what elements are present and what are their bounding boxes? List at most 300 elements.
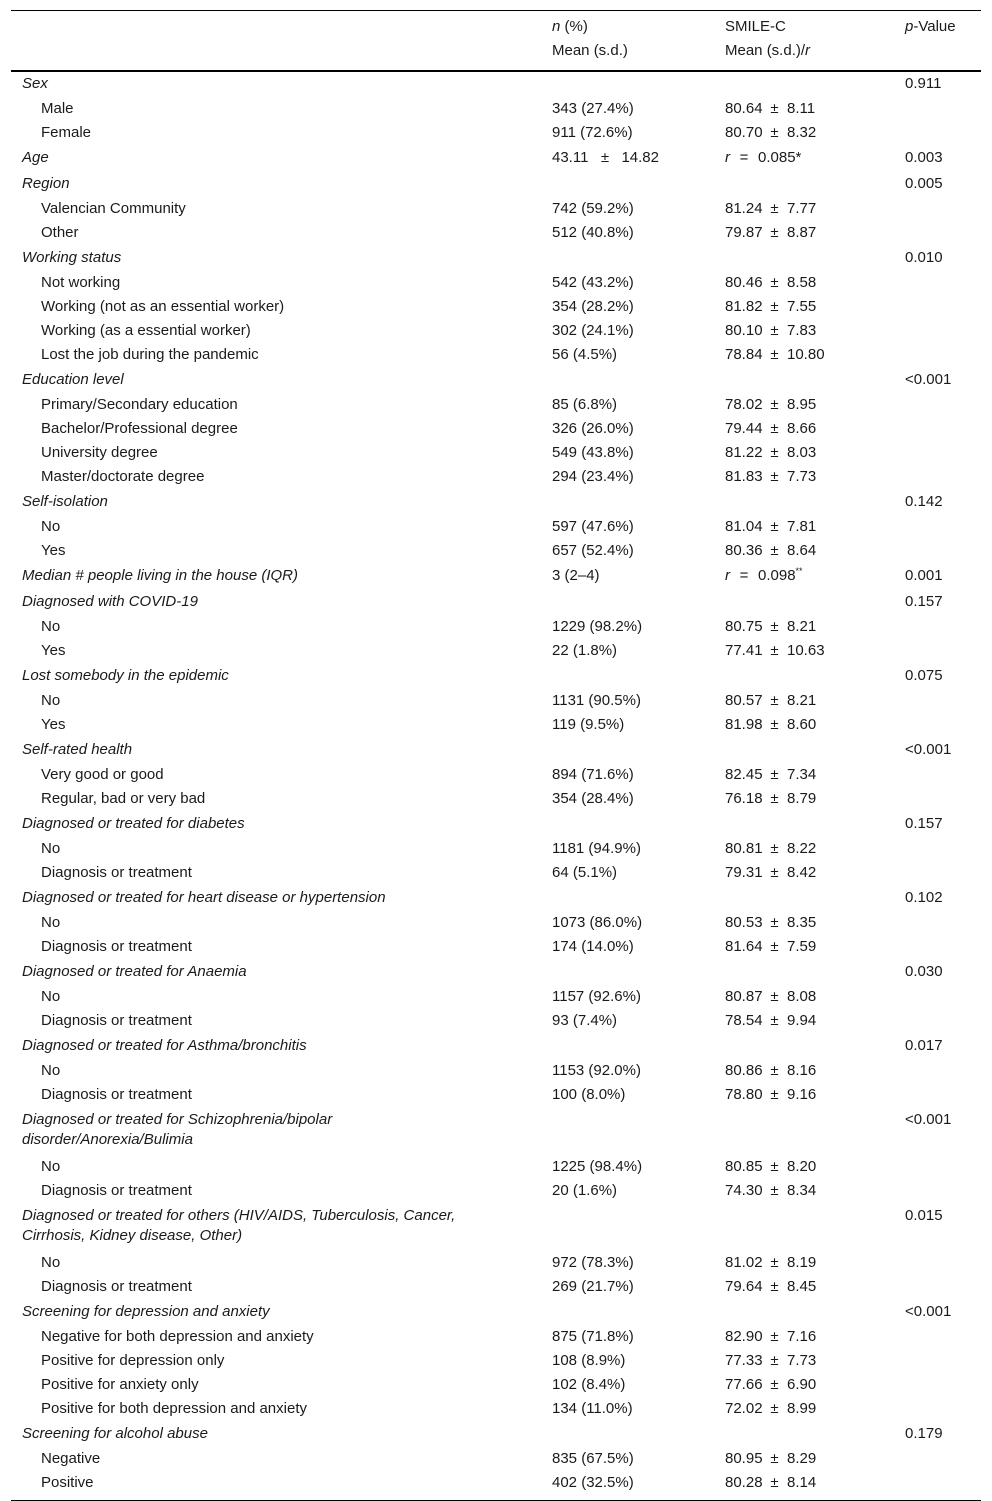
row-sd: 8.29 — [787, 1450, 817, 1467]
row-mean: 81.22 — [725, 444, 763, 461]
row-label: No — [41, 914, 61, 931]
row-label: Negative — [41, 1450, 101, 1467]
row-p-empty — [888, 838, 981, 862]
row-p-empty — [888, 344, 981, 368]
group-smile-empty — [714, 590, 888, 616]
row-label: University degree — [41, 444, 158, 461]
row-label: No — [41, 518, 61, 535]
row-mean: 80.53 — [725, 914, 763, 931]
group-r-equals: = — [739, 567, 749, 584]
table-body — [11, 71, 981, 1501]
group-smile-empty — [714, 960, 888, 986]
group-row — [11, 368, 981, 394]
table-row — [11, 418, 981, 442]
group-smile-empty — [714, 71, 888, 98]
group-smile-empty — [714, 738, 888, 764]
row-plusminus: ± — [770, 346, 779, 363]
group-n-empty — [541, 71, 714, 98]
group-n — [541, 146, 714, 172]
row-mean: 78.54 — [725, 1012, 763, 1029]
row-label: No — [41, 692, 61, 709]
group-p-value: 0.010 — [905, 249, 943, 266]
group-p-value: <0.001 — [905, 1303, 952, 1320]
group-p-value: <0.001 — [905, 741, 952, 758]
group-label: Diagnosed or treated for Anaemia — [22, 963, 247, 980]
group-label — [11, 1204, 541, 1252]
row-p-empty — [888, 1326, 981, 1350]
group-smile-empty — [714, 1204, 888, 1252]
row-sd: 9.16 — [787, 1086, 817, 1103]
row-sd: 7.59 — [787, 938, 817, 955]
row-smile-c — [714, 442, 888, 466]
table-row — [11, 640, 981, 664]
row-sd: 6.90 — [787, 1376, 817, 1393]
row-label: Positive for depression only — [41, 1352, 225, 1369]
table-row — [11, 912, 981, 936]
row-label: Very good or good — [41, 766, 164, 783]
group-label: Self-rated health — [22, 741, 133, 758]
row-sd: 10.63 — [787, 642, 825, 659]
row-mean: 80.46 — [725, 274, 763, 291]
row-label: Diagnosis or treatment — [41, 1182, 192, 1199]
header-n-rest: (%) — [560, 18, 588, 35]
group-row — [11, 590, 981, 616]
group-r — [714, 146, 888, 172]
group-n-empty — [541, 960, 714, 986]
row-mean: 78.84 — [725, 346, 763, 363]
row-sd: 8.35 — [787, 914, 817, 931]
row-plusminus: ± — [770, 864, 779, 881]
row-p-empty — [888, 640, 981, 664]
header-row-1 — [11, 11, 981, 42]
row-mean: 80.28 — [725, 1474, 763, 1491]
row-smile-c — [714, 272, 888, 296]
row-label: Female — [41, 124, 92, 141]
group-smile-empty — [714, 1108, 888, 1156]
group-p-value: 0.003 — [905, 149, 943, 166]
row-plusminus: ± — [770, 322, 779, 339]
group-label: Diagnosed or treated for Asthma/bronchitis — [22, 1037, 307, 1054]
row-plusminus: ± — [770, 692, 779, 709]
row-label: Diagnosis or treatment — [41, 1278, 192, 1295]
group-smile-empty — [714, 1300, 888, 1326]
row-label: Working (as a essential worker) — [41, 322, 251, 339]
table-row — [11, 862, 981, 886]
header-n-percent — [541, 11, 714, 42]
row-n: 542 (43.2%) — [552, 274, 634, 291]
row-smile-c — [714, 198, 888, 222]
row-mean: 80.81 — [725, 840, 763, 857]
row-smile-c — [714, 466, 888, 490]
row-mean: 82.90 — [725, 1328, 763, 1345]
row-label: No — [41, 988, 61, 1005]
header-mean-sd-r — [714, 41, 888, 71]
row-smile-c — [714, 516, 888, 540]
table-row — [11, 466, 981, 490]
table-row — [11, 1156, 981, 1180]
row-n: 835 (67.5%) — [552, 1450, 634, 1467]
group-n-empty — [541, 1034, 714, 1060]
row-n: 269 (21.7%) — [552, 1278, 634, 1295]
row-plusminus: ± — [770, 840, 779, 857]
row-plusminus: ± — [770, 518, 779, 535]
row-label: Valencian Community — [41, 200, 186, 217]
row-sd: 10.80 — [787, 346, 825, 363]
row-smile-c — [714, 122, 888, 146]
group-r-equals: = — [739, 149, 749, 166]
row-plusminus: ± — [770, 1474, 779, 1491]
group-label: Self-isolation — [22, 493, 108, 510]
table-row — [11, 616, 981, 640]
row-n: 100 (8.0%) — [552, 1086, 626, 1103]
row-p-empty — [888, 198, 981, 222]
row-mean: 79.44 — [725, 420, 763, 437]
row-mean: 80.85 — [725, 1158, 763, 1175]
row-plusminus: ± — [770, 938, 779, 955]
row-n: 22 (1.8%) — [552, 642, 618, 659]
group-n-empty — [541, 246, 714, 272]
table-row — [11, 198, 981, 222]
row-smile-c — [714, 1180, 888, 1204]
header-p-rest: -Value — [913, 18, 956, 35]
row-mean: 81.64 — [725, 938, 763, 955]
row-smile-c — [714, 912, 888, 936]
table-row — [11, 764, 981, 788]
row-smile-c — [714, 1084, 888, 1108]
header-empty-2 — [11, 41, 541, 71]
group-p-value: 0.030 — [905, 963, 943, 980]
group-row — [11, 738, 981, 764]
row-p-empty — [888, 320, 981, 344]
group-r-label: r — [725, 149, 730, 166]
row-label: Regular, bad or very bad — [41, 790, 206, 807]
row-label: Male — [41, 100, 74, 117]
row-plusminus: ± — [770, 100, 779, 117]
row-label: Yes — [41, 716, 66, 733]
group-smile-empty — [714, 886, 888, 912]
row-smile-c — [714, 1398, 888, 1422]
row-sd: 7.55 — [787, 298, 817, 315]
row-sd: 8.03 — [787, 444, 817, 461]
row-smile-c — [714, 222, 888, 246]
row-n: 894 (71.6%) — [552, 766, 634, 783]
group-label: Screening for alcohol abuse — [22, 1425, 208, 1442]
row-n: 512 (40.8%) — [552, 224, 634, 241]
table-row — [11, 272, 981, 296]
group-n-empty — [541, 1108, 714, 1156]
group-n-empty — [541, 490, 714, 516]
row-p-empty — [888, 122, 981, 146]
row-n: 911 (72.6%) — [552, 124, 633, 141]
row-n: 1073 (86.0%) — [552, 914, 643, 931]
table-row — [11, 1060, 981, 1084]
row-mean: 79.31 — [725, 864, 763, 881]
row-n: 64 (5.1%) — [552, 864, 618, 881]
row-p-empty — [888, 1448, 981, 1472]
row-n: 875 (71.8%) — [552, 1328, 634, 1345]
row-sd: 8.21 — [787, 618, 817, 635]
row-label: Not working — [41, 274, 121, 291]
row-mean: 77.66 — [725, 1376, 763, 1393]
row-n: 20 (1.6%) — [552, 1182, 618, 1199]
row-mean: 80.64 — [725, 100, 763, 117]
row-smile-c — [714, 714, 888, 738]
row-sd: 8.34 — [787, 1182, 817, 1199]
table-row — [11, 540, 981, 564]
table-row — [11, 936, 981, 960]
group-r-label: r — [725, 567, 730, 584]
row-label: No — [41, 1062, 61, 1079]
row-mean: 74.30 — [725, 1182, 763, 1199]
group-label: Education level — [22, 371, 124, 388]
group-row — [11, 1422, 981, 1448]
row-plusminus: ± — [770, 642, 779, 659]
row-n: 972 (78.3%) — [552, 1254, 634, 1271]
group-row — [11, 564, 981, 590]
row-smile-c — [714, 1010, 888, 1034]
row-sd: 7.81 — [787, 518, 817, 535]
header-p-value — [888, 11, 981, 42]
row-mean: 77.41 — [725, 642, 763, 659]
row-plusminus: ± — [770, 420, 779, 437]
row-n: 326 (26.0%) — [552, 420, 634, 437]
table-row — [11, 1472, 981, 1501]
row-n: 343 (27.4%) — [552, 100, 634, 117]
group-label — [11, 1108, 541, 1156]
row-mean: 81.02 — [725, 1254, 763, 1271]
row-plusminus: ± — [770, 1376, 779, 1393]
row-label: Yes — [41, 542, 66, 559]
row-n: 302 (24.1%) — [552, 322, 634, 339]
row-mean: 82.45 — [725, 766, 763, 783]
row-n: 102 (8.4%) — [552, 1376, 626, 1393]
row-sd: 8.08 — [787, 988, 817, 1005]
row-p-empty — [888, 394, 981, 418]
row-plusminus: ± — [770, 766, 779, 783]
group-label-line1: Diagnosed or treated for others (HIV/AIDS, Tuberculosis, Cancer, — [22, 1207, 456, 1224]
group-r-value: 0.098 — [758, 567, 796, 584]
row-mean: 80.57 — [725, 692, 763, 709]
row-p-empty — [888, 936, 981, 960]
row-n: 294 (23.4%) — [552, 468, 634, 485]
row-sd: 8.95 — [787, 396, 817, 413]
row-mean: 80.10 — [725, 322, 763, 339]
row-sd: 8.64 — [787, 542, 817, 559]
group-label: Working status — [22, 249, 122, 266]
row-mean: 76.18 — [725, 790, 763, 807]
row-n: 354 (28.2%) — [552, 298, 634, 315]
row-p-empty — [888, 1060, 981, 1084]
row-p-empty — [888, 272, 981, 296]
table-row — [11, 690, 981, 714]
group-label-line2: disorder/Anorexia/Bulimia — [22, 1131, 193, 1148]
row-label: Primary/Secondary education — [41, 396, 238, 413]
row-label: Positive for both depression and anxiety — [41, 1400, 307, 1417]
row-n: 85 (6.8%) — [552, 396, 618, 413]
row-n: 56 (4.5%) — [552, 346, 618, 363]
row-smile-c — [714, 764, 888, 788]
group-p-value: <0.001 — [905, 371, 952, 388]
row-label: Yes — [41, 642, 66, 659]
row-p-empty — [888, 1084, 981, 1108]
row-sd: 8.45 — [787, 1278, 817, 1295]
table-row — [11, 1276, 981, 1300]
row-sd: 8.42 — [787, 864, 817, 881]
row-p-empty — [888, 1010, 981, 1034]
row-sd: 7.83 — [787, 322, 817, 339]
row-p-empty — [888, 1350, 981, 1374]
row-plusminus: ± — [770, 988, 779, 1005]
row-n: 134 (11.0%) — [552, 1400, 633, 1417]
row-smile-c — [714, 320, 888, 344]
row-sd: 7.34 — [787, 766, 817, 783]
table-row — [11, 1350, 981, 1374]
row-label: Positive for anxiety only — [41, 1376, 199, 1393]
group-label: Diagnosed with COVID-19 — [22, 593, 198, 610]
row-sd: 7.16 — [787, 1328, 817, 1345]
group-label: Screening for depression and anxiety — [22, 1303, 270, 1320]
row-p-empty — [888, 540, 981, 564]
group-smile-empty — [714, 368, 888, 394]
table-row — [11, 320, 981, 344]
row-p-empty — [888, 912, 981, 936]
row-mean: 80.75 — [725, 618, 763, 635]
table-row — [11, 1448, 981, 1472]
row-plusminus: ± — [770, 1400, 779, 1417]
table-row — [11, 1398, 981, 1422]
row-plusminus: ± — [770, 1012, 779, 1029]
group-n-empty — [541, 368, 714, 394]
row-p-empty — [888, 1374, 981, 1398]
group-p-value: 0.142 — [905, 493, 943, 510]
table-row — [11, 714, 981, 738]
group-p-value: 0.179 — [905, 1425, 943, 1442]
row-sd: 8.79 — [787, 790, 817, 807]
row-sd: 8.19 — [787, 1254, 817, 1271]
row-p-empty — [888, 764, 981, 788]
group-row — [11, 246, 981, 272]
row-smile-c — [714, 690, 888, 714]
row-smile-c — [714, 540, 888, 564]
group-n-empty — [541, 1422, 714, 1448]
row-plusminus: ± — [770, 200, 779, 217]
row-p-empty — [888, 466, 981, 490]
group-row — [11, 146, 981, 172]
row-mean: 80.36 — [725, 542, 763, 559]
group-r-value: 0.085* — [758, 149, 802, 166]
group-p-value: 0.005 — [905, 175, 943, 192]
group-row — [11, 1108, 981, 1156]
group-label: Age — [22, 149, 49, 166]
group-row — [11, 886, 981, 912]
group-row — [11, 664, 981, 690]
row-smile-c — [714, 936, 888, 960]
row-n: 93 (7.4%) — [552, 1012, 618, 1029]
header-mean-sd: Mean (s.d.) — [541, 41, 714, 71]
group-row — [11, 172, 981, 198]
row-n: 549 (43.8%) — [552, 444, 634, 461]
table-row — [11, 1084, 981, 1108]
row-plusminus: ± — [770, 914, 779, 931]
row-plusminus: ± — [770, 468, 779, 485]
group-p-value: 0.157 — [905, 593, 943, 610]
row-n: 1131 (90.5%) — [552, 692, 641, 709]
row-smile-c — [714, 986, 888, 1010]
header-n-italic: n — [552, 18, 561, 35]
row-n: 1157 (92.6%) — [552, 988, 641, 1005]
group-n-empty — [541, 1204, 714, 1252]
group-row — [11, 71, 981, 98]
row-p-empty — [888, 418, 981, 442]
row-mean: 80.95 — [725, 1450, 763, 1467]
row-smile-c — [714, 1156, 888, 1180]
table-row — [11, 1252, 981, 1276]
row-plusminus: ± — [770, 1086, 779, 1103]
row-smile-c — [714, 1276, 888, 1300]
row-mean: 81.98 — [725, 716, 763, 733]
row-n: 597 (47.6%) — [552, 518, 634, 535]
row-plusminus: ± — [770, 1278, 779, 1295]
row-p-empty — [888, 516, 981, 540]
row-sd: 8.22 — [787, 840, 817, 857]
table-row — [11, 122, 981, 146]
row-label: Master/doctorate degree — [41, 468, 205, 485]
group-label: Sex — [22, 75, 48, 92]
group-row — [11, 960, 981, 986]
row-p-empty — [888, 788, 981, 812]
row-p-empty — [888, 1276, 981, 1300]
row-mean: 81.82 — [725, 298, 763, 315]
group-label: Median # people living in the house (IQR) — [22, 567, 298, 584]
group-n-plusminus: ± — [600, 149, 610, 166]
row-sd: 7.73 — [787, 1352, 817, 1369]
header-empty-1 — [11, 11, 541, 42]
row-p-empty — [888, 714, 981, 738]
group-n-empty — [541, 812, 714, 838]
row-sd: 8.32 — [787, 124, 817, 141]
group-smile-empty — [714, 246, 888, 272]
row-smile-c — [714, 1350, 888, 1374]
group-label: Lost somebody in the epidemic — [22, 667, 229, 684]
group-row — [11, 812, 981, 838]
row-smile-c — [714, 418, 888, 442]
row-label: Lost the job during the pandemic — [41, 346, 259, 363]
row-n: 119 (9.5%) — [552, 716, 625, 733]
row-label: No — [41, 618, 61, 635]
row-plusminus: ± — [770, 124, 779, 141]
group-n-sd: 14.82 — [621, 149, 659, 166]
row-label: Negative for both depression and anxiety — [41, 1328, 314, 1345]
row-smile-c — [714, 296, 888, 320]
row-mean: 77.33 — [725, 1352, 763, 1369]
row-plusminus: ± — [770, 1158, 779, 1175]
row-label: Diagnosis or treatment — [41, 938, 192, 955]
row-smile-c — [714, 616, 888, 640]
row-sd: 8.16 — [787, 1062, 817, 1079]
group-label: Region — [22, 175, 70, 192]
row-plusminus: ± — [770, 274, 779, 291]
row-n: 1181 (94.9%) — [552, 840, 641, 857]
group-n-mean: 43.11 — [552, 149, 589, 166]
row-mean: 81.24 — [725, 200, 763, 217]
table-row — [11, 1180, 981, 1204]
row-p-empty — [888, 1180, 981, 1204]
row-label: No — [41, 1158, 61, 1175]
header-mean-sd-text: Mean (s.d.)/ — [725, 42, 806, 59]
row-sd: 7.73 — [787, 468, 817, 485]
row-label: Bachelor/Professional degree — [41, 420, 238, 437]
row-plusminus: ± — [770, 1450, 779, 1467]
